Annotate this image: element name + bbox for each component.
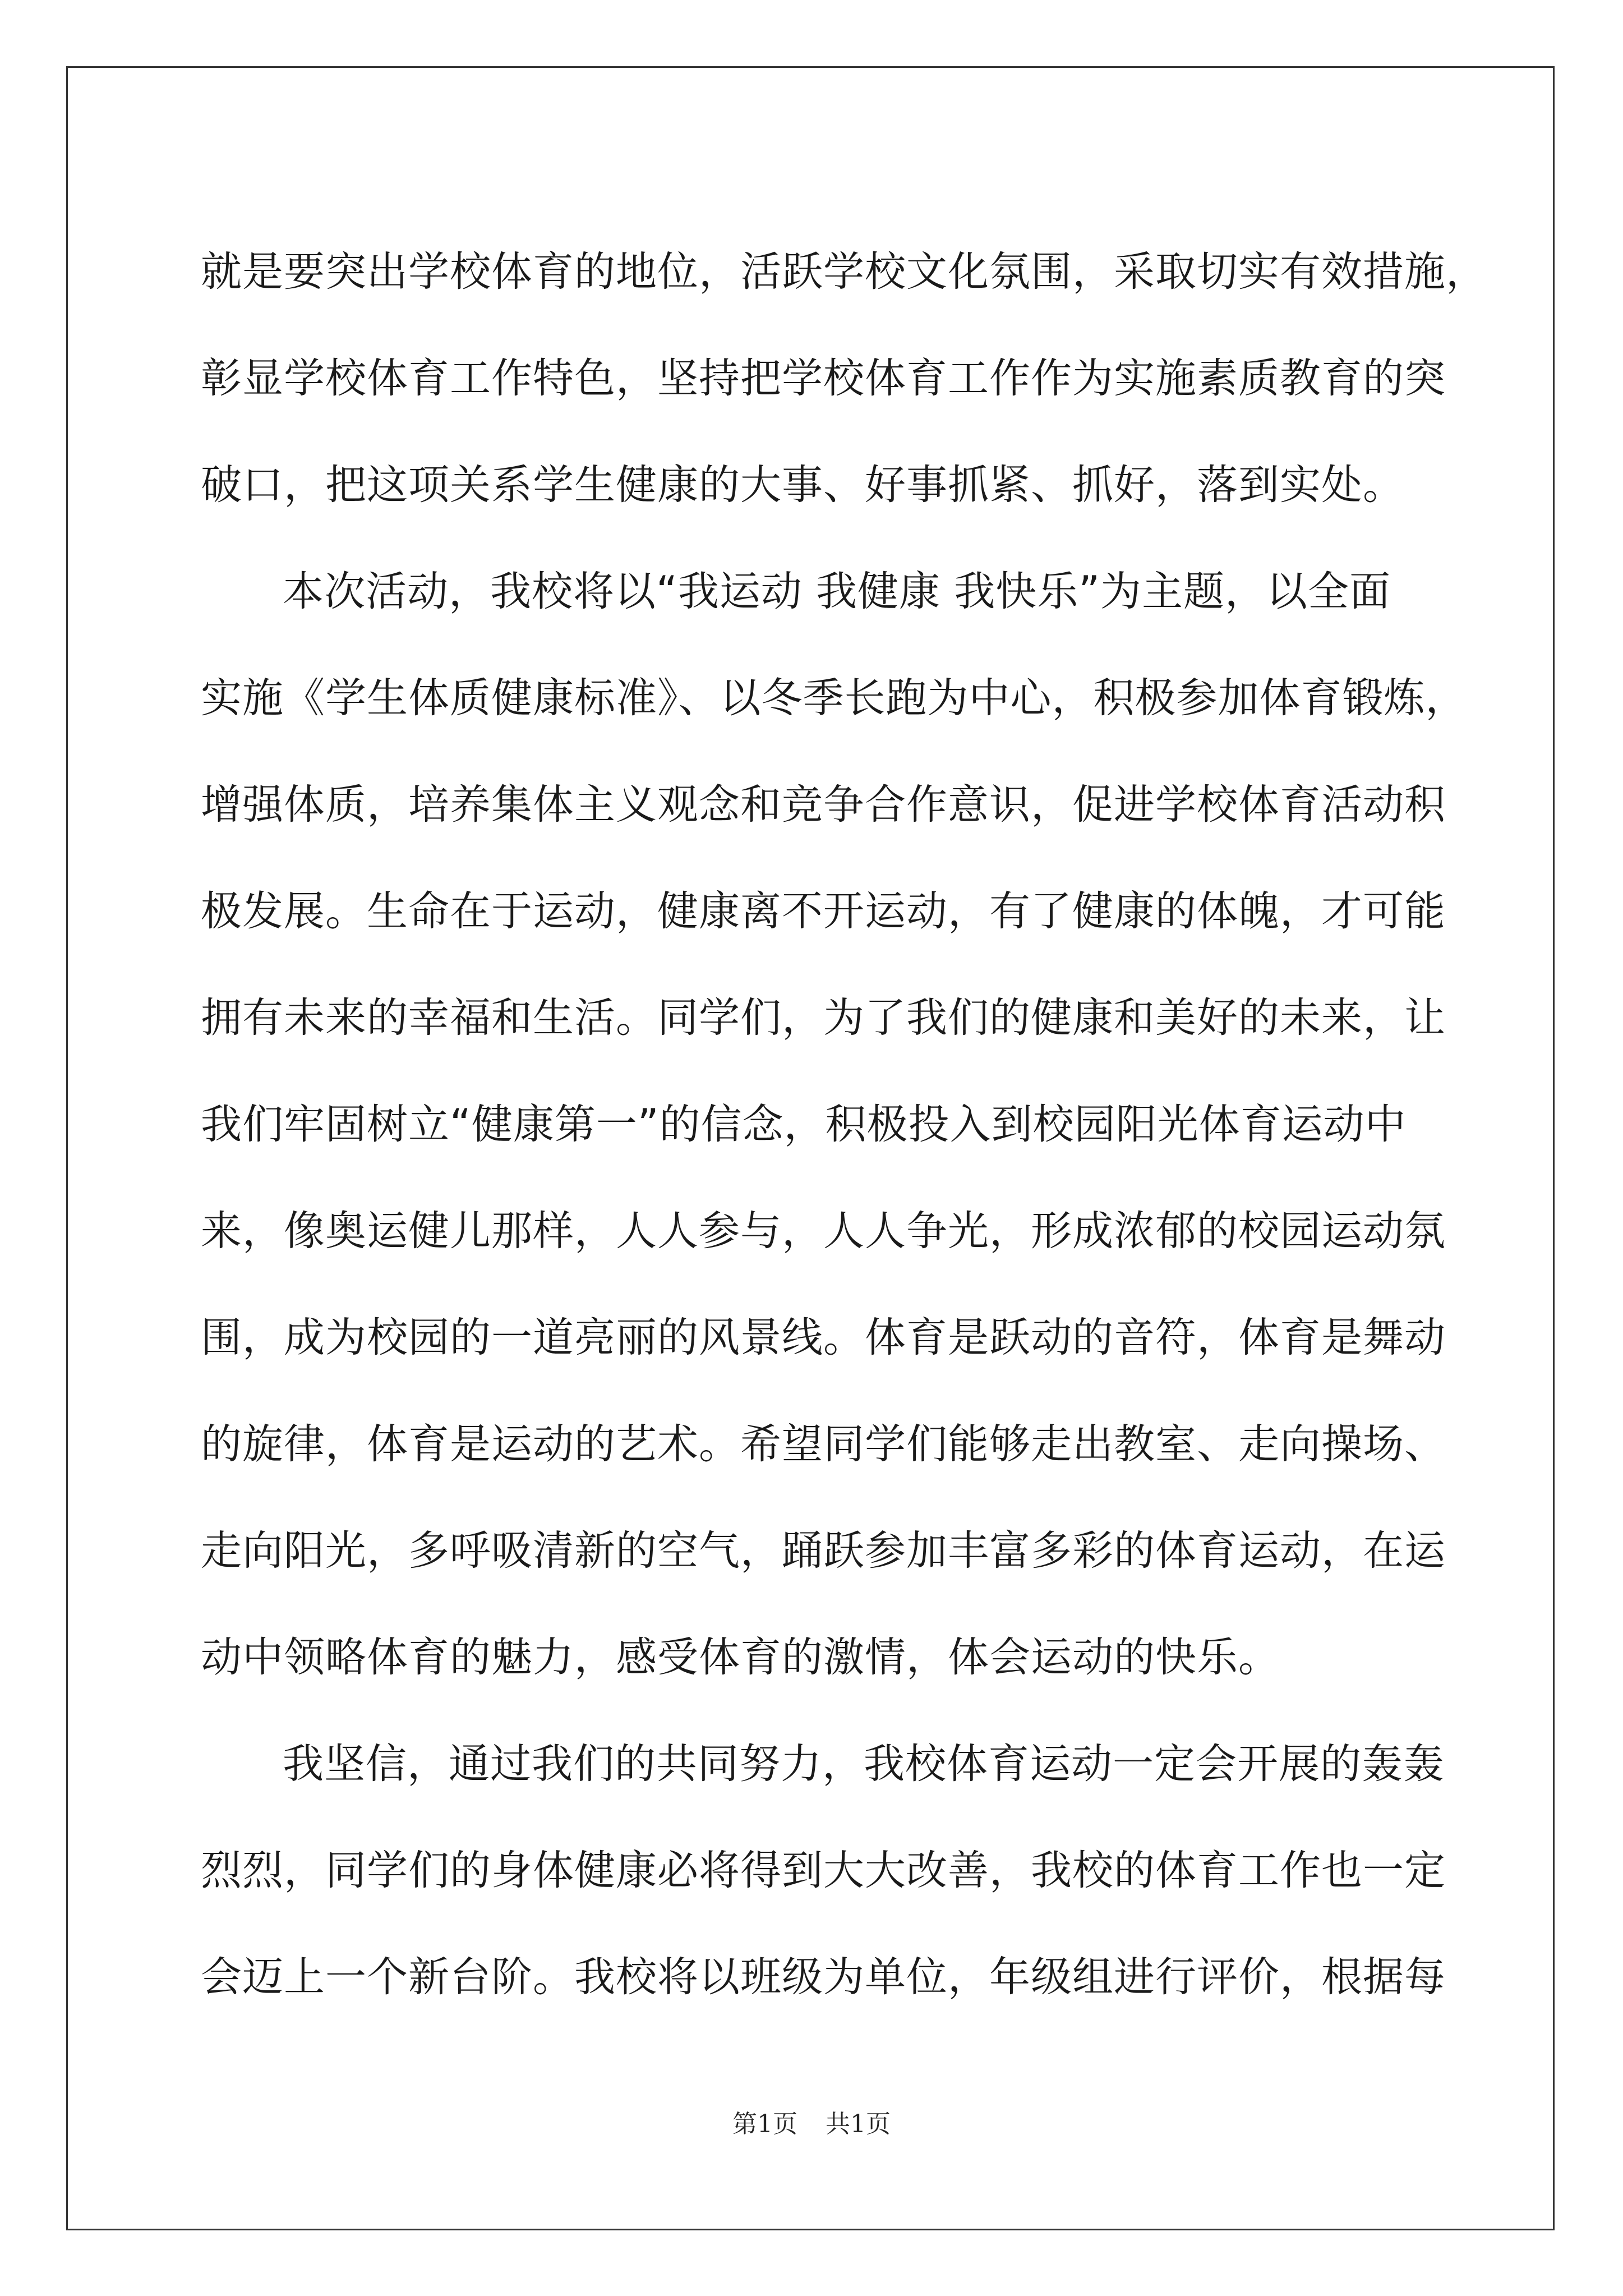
text-line: 的旋律，体育是运动的艺术。希望同学们能够走出教室、走向操场、 [201,1420,1446,1468]
text-line: 动中领略体育的魅力，感受体育的激情，体会运动的快乐。 [201,1634,1280,1681]
text-line: 来，像奥运健儿那样，人人参与，人人争光，形成浓郁的校园运动氛 [201,1207,1446,1255]
text-line: 实施《学生体质健康标准》、以冬季长跑为中心，积极参加体育锻炼， [201,674,1467,722]
text-line: 我们牢固树立“健康第一”的信念，积极投入到校园阳光体育运动中 [201,1101,1407,1148]
paragraph-1 [201,219,1487,539]
text-line: 本次活动，我校将以“我运动 我健康 我快乐”为主题，以全面 [283,568,1391,615]
document-body [201,219,1487,2031]
text-line: 走向阳光，多呼吸清新的空气，踊跃参加丰富多彩的体育运动，在运 [201,1527,1446,1575]
page-footer [0,2104,1623,2139]
page-total: 共1页 [826,2110,891,2138]
text-line: 就是要突出学校体育的地位，活跃学校文化氛围，采取切实有效措施， [201,248,1487,296]
page-number: 第1页 [732,2110,797,2138]
paragraph-2 [201,539,1467,1711]
text-line: 增强体质，培养集体主义观念和竞争合作意识，促进学校体育活动积 [201,781,1446,829]
text-line: 破口，把这项关系学生健康的大事、好事抓紧、抓好，落到实处。 [201,461,1404,509]
text-line: 烈烈，同学们的身体健康必将得到大大改善，我校的体育工作也一定 [201,1847,1446,1894]
text-line: 彰显学校体育工作特色，坚持把学校体育工作作为实施素质教育的突 [201,355,1446,402]
text-line: 围，成为校园的一道亮丽的风景线。体育是跃动的音符，体育是舞动 [201,1314,1446,1361]
paragraph-3 [201,1711,1446,2031]
text-line: 会迈上一个新台阶。我校将以班级为单位，年级组进行评价，根据每 [201,1953,1446,2001]
text-line: 我坚信，通过我们的共同努力，我校体育运动一定会开展的轰轰 [283,1740,1445,1788]
text-line: 极发展。生命在于运动，健康离不开运动，有了健康的体魄，才可能 [201,887,1446,935]
text-line: 拥有未来的幸福和生活。同学们，为了我们的健康和美好的未来，让 [201,994,1446,1042]
